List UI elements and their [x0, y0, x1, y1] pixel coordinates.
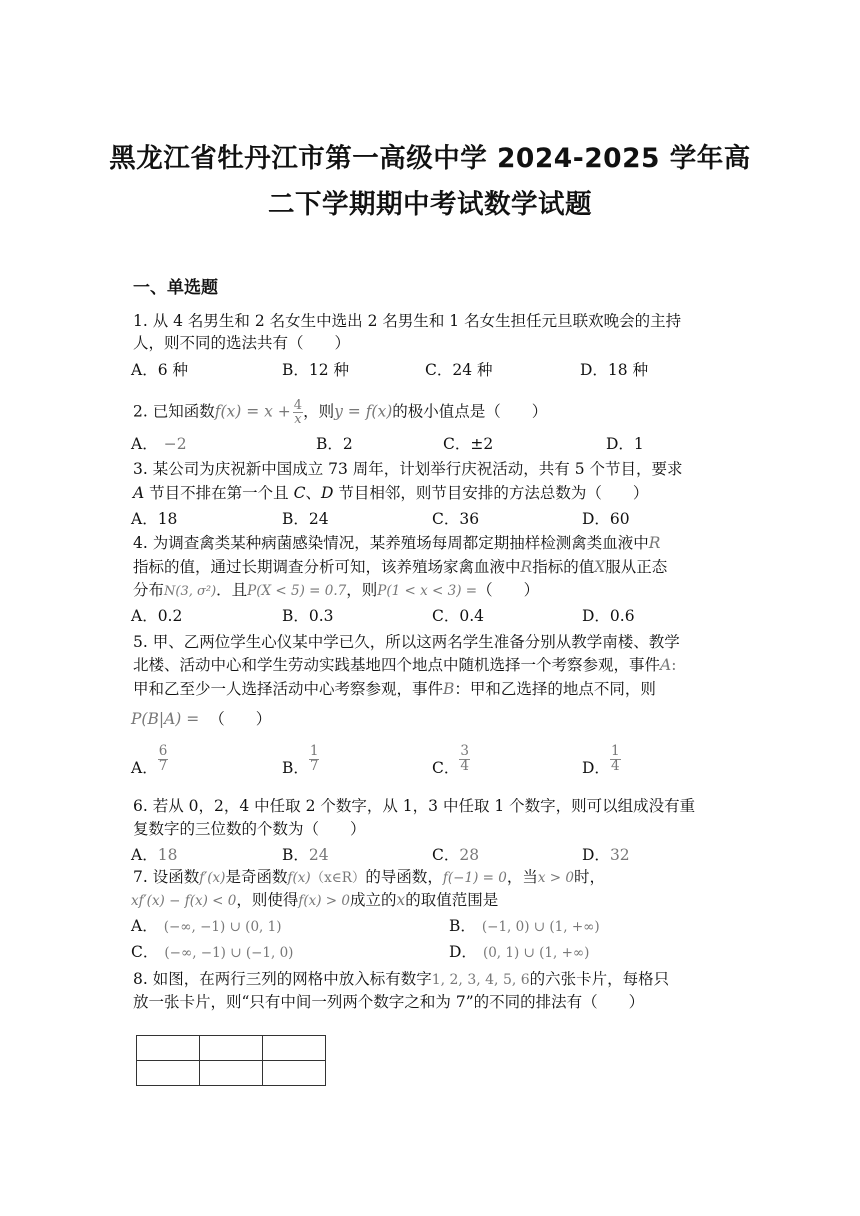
q1-line1: 1. 从 4 名男生和 2 名女生中选出 2 名男生和 1 名女生担任元旦联欢晚会的主持 — [133, 312, 682, 330]
q2-frac-num: 4 — [293, 398, 303, 413]
q4-option-d: D．0.6 — [582, 607, 635, 625]
q7-line2: xf′(x) − f(x) < 0，则使得f(x) > 0成立的x的取值范围是 — [131, 891, 499, 909]
q5-line4: P(B|A) = （ ） — [131, 710, 272, 728]
q2-text-3: 的极小值点是（ ） — [392, 402, 548, 421]
q6-option-d: D．32 — [582, 846, 630, 864]
grid-cell — [263, 1061, 326, 1086]
grid-cell — [137, 1036, 200, 1061]
q7-line1: 7. 设函数f′(x)是奇函数f(x)（x∈R）的导函数，f(−1) = 0，当x > 0时， — [133, 868, 605, 886]
title-line-1: 黑龙江省牡丹江市第一高级中学 2024-2025 学年高 — [109, 143, 751, 174]
q4-line1: 4. 为调查禽类某种病菌感染情况，某养殖场每周都定期抽样检测禽类血液中R — [133, 534, 661, 552]
q1-option-c: C．24 种 — [425, 361, 493, 379]
title-line-2: 二下学期期中考试数学试题 — [268, 189, 592, 220]
q6-line1: 6. 若从 0，2，4 中任取 2 个数字，从 1，3 中任取 1 个数字，则可以组成没有重 — [133, 797, 696, 815]
q4-option-c: C．0.4 — [432, 607, 485, 625]
q6-option-c: C．28 — [432, 846, 480, 864]
section-heading: 一、单选题 — [133, 278, 218, 298]
grid-row — [137, 1036, 326, 1061]
q5-option-c: C． $\frac{3}{4}$ — [432, 743, 469, 777]
grid-row — [137, 1061, 326, 1086]
q2-option-b: B．2 — [316, 435, 353, 453]
q5-option-d: D． $\frac{1}{4}$ — [582, 743, 620, 777]
q3-line1: 3. 某公司为庆祝新中国成立 73 周年，计划举行庆祝活动，共有 5 个节目，要求 — [133, 460, 683, 478]
q3-option-b: B．24 — [282, 510, 329, 528]
q2-option-d: D．1 — [606, 435, 644, 453]
q2-option-c: C．±2 — [443, 435, 494, 453]
q2-line — [133, 399, 547, 426]
q2-fraction — [293, 399, 303, 426]
q3-option-d: D．60 — [582, 510, 630, 528]
q2-text-2: ，则 — [303, 402, 335, 421]
grid-cell — [137, 1061, 200, 1086]
q7-option-a: A． (−∞, −1) ∪ (0, 1) — [131, 917, 282, 935]
q7-option-c: C． (−∞, −1) ∪ (−1, 0) — [131, 943, 294, 961]
q2-y-expr: y = f(x) — [334, 402, 393, 421]
grid-cell — [200, 1036, 263, 1061]
q1-line2: 人，则不同的选法共有（ ） — [133, 334, 351, 352]
q5-line2: 北楼、活动中心和学生劳动实践基地四个地点中随机选择一个考察参观，事件A: — [133, 656, 677, 674]
q6-option-a: A．18 — [131, 846, 178, 864]
q1-option-a: A．6 种 — [131, 361, 188, 379]
q8-line2: 放一张卡片，则“只有中间一列两个数字之和为 7”的不同的排法有（ ） — [133, 993, 645, 1011]
q3-option-a: A．18 — [131, 510, 178, 528]
q5-line1: 5. 甲、乙两位学生心仪某中学已久，所以这两名学生准备分别从教学南楼、教学 — [133, 633, 680, 651]
q3-option-c: C．36 — [432, 510, 480, 528]
q5-option-a: A． $\frac{6}{7}$ — [131, 743, 168, 777]
q2-text-1: 2. 已知函数 — [133, 402, 215, 421]
q4-line3: 分布N(3, σ²)．且P(X < 5) = 0.7，则P(1 < x < 3) =（ ） — [133, 581, 540, 599]
q2-function-expr: f(x) = x + — [214, 402, 291, 421]
q4-option-a: A．0.2 — [131, 607, 183, 625]
q6-line2: 复数字的三位数的个数为（ ） — [133, 820, 366, 838]
q5-line3: 甲和乙至少一人选择活动中心考察参观，事件B：甲和乙选择的地点不同，则 — [133, 680, 656, 698]
q6-option-b: B．24 — [282, 846, 329, 864]
q4-option-b: B．0.3 — [282, 607, 334, 625]
q2-frac-den: x — [294, 412, 302, 427]
q1-option-b: B．12 种 — [282, 361, 350, 379]
q4-line2: 指标的值，通过长期调查分析可知，该养殖场家禽血液中R指标的值X服从正态 — [133, 558, 668, 576]
q1-option-d: D．18 种 — [580, 361, 649, 379]
grid-cell — [200, 1061, 263, 1086]
q3-line2: A 节目不排在第一个且 C、D 节目相邻，则节目安排的方法总数为（ ） — [133, 484, 649, 502]
q2-option-a: A． −2 — [131, 435, 187, 453]
card-grid — [136, 1035, 326, 1086]
q5-option-b: B． $\frac{1}{7}$ — [282, 743, 319, 777]
q7-option-b: B． (−1, 0) ∪ (1, +∞) — [449, 917, 600, 935]
grid-cell — [263, 1036, 326, 1061]
q7-option-d: D． (0, 1) ∪ (1, +∞) — [449, 943, 590, 961]
q8-line1: 8. 如图，在两行三列的网格中放入标有数字1, 2, 3, 4, 5, 6的六张卡片，每格只 — [133, 970, 670, 988]
